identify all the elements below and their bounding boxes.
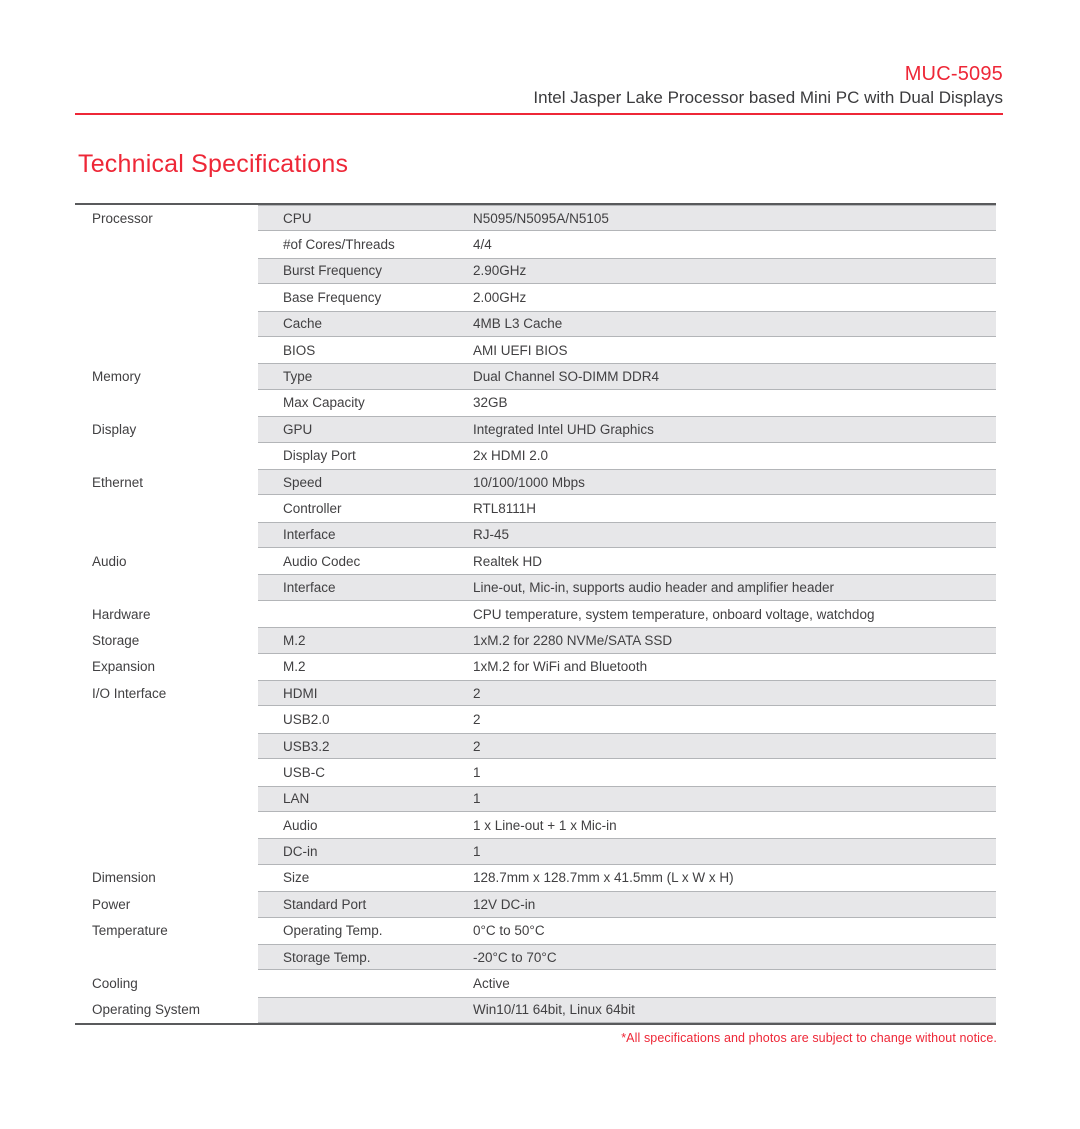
spec-attribute: Burst Frequency (283, 263, 383, 279)
spec-row-band (258, 812, 996, 838)
spec-row-band (258, 944, 996, 970)
spec-value: N5095/N5095A/N5105 (473, 210, 609, 226)
spec-row-band (258, 838, 996, 864)
table-row (75, 680, 996, 706)
spec-category (75, 706, 258, 732)
table-row (75, 759, 996, 785)
spec-value: 1 (473, 791, 481, 807)
table-row (75, 706, 996, 732)
spec-value: Line-out, Mic-in, supports audio header and amplifier header (473, 580, 834, 596)
spec-value: 4MB L3 Cache (473, 316, 563, 332)
spec-value: Dual Channel SO-DIMM DDR4 (473, 369, 660, 385)
spec-value: 2x HDMI 2.0 (473, 448, 549, 464)
spec-category: Storage (75, 627, 258, 653)
spec-row-band (258, 601, 996, 627)
spec-row-band (258, 918, 996, 944)
spec-row-band (258, 627, 996, 653)
spec-row-band (258, 416, 996, 442)
spec-attribute: GPU (283, 421, 313, 437)
spec-value: RJ-45 (473, 527, 510, 543)
spec-value: 2.90GHz (473, 263, 527, 279)
header-divider-rule (75, 113, 1003, 115)
spec-attribute: #of Cores/Threads (283, 237, 395, 253)
spec-category (75, 522, 258, 548)
table-row (75, 786, 996, 812)
spec-attribute: CPU (283, 210, 312, 226)
spec-value: AMI UEFI BIOS (473, 342, 568, 358)
spec-attribute: Audio (283, 817, 318, 833)
spec-value: Realtek HD (473, 553, 543, 569)
table-row (75, 548, 996, 574)
table-row (75, 363, 996, 389)
table-row (75, 284, 996, 310)
table-row (75, 812, 996, 838)
spec-category (75, 838, 258, 864)
table-row (75, 733, 996, 759)
spec-value: Active (473, 976, 510, 992)
table-row (75, 258, 996, 284)
spec-row-band (258, 548, 996, 574)
spec-category: Processor (75, 205, 258, 231)
spec-value: RTL8111H (473, 500, 537, 516)
document-header (75, 62, 1003, 109)
spec-category (75, 759, 258, 785)
table-row (75, 601, 996, 627)
table-row (75, 311, 996, 337)
spec-attribute: Type (283, 369, 313, 385)
spec-value: 1xM.2 for 2280 NVMe/SATA SSD (473, 632, 673, 648)
table-row (75, 416, 996, 442)
spec-value: 0°C to 50°C (473, 923, 545, 939)
spec-category (75, 786, 258, 812)
spec-category (75, 733, 258, 759)
spec-value: CPU temperature, system temperature, onboard voltage, watchdog (473, 606, 875, 622)
table-row (75, 891, 996, 917)
spec-attribute: DC-in (283, 844, 318, 860)
spec-value: 2 (473, 712, 481, 728)
spec-attribute: LAN (283, 791, 310, 807)
table-row (75, 838, 996, 864)
spec-row-band (258, 654, 996, 680)
spec-value: 2 (473, 738, 481, 754)
spec-value: 4/4 (473, 237, 492, 253)
table-row (75, 574, 996, 600)
spec-row-band (258, 970, 996, 996)
spec-value: 1 (473, 844, 481, 860)
spec-category: Ethernet (75, 469, 258, 495)
spec-category: Cooling (75, 970, 258, 996)
table-row (75, 390, 996, 416)
spec-value: 32GB (473, 395, 508, 411)
spec-value: 10/100/1000 Mbps (473, 474, 585, 490)
spec-value: -20°C to 70°C (473, 949, 557, 965)
spec-row-band (258, 205, 996, 231)
spec-row-band (258, 443, 996, 469)
spec-row-band (258, 574, 996, 600)
spec-value: 128.7mm x 128.7mm x 41.5mm (L x W x H) (473, 870, 734, 886)
spec-category (75, 311, 258, 337)
spec-category (75, 390, 258, 416)
spec-attribute: Interface (283, 527, 336, 543)
spec-row-band (258, 311, 996, 337)
spec-row-band (258, 706, 996, 732)
spec-row-band (258, 469, 996, 495)
page-title: Technical Specifications (78, 150, 349, 178)
product-code: MUC-5095 (904, 63, 1003, 85)
spec-attribute: USB-C (283, 764, 326, 780)
table-row (75, 231, 996, 257)
spec-attribute: M.2 (283, 632, 306, 648)
table-row (75, 865, 996, 891)
table-row (75, 495, 996, 521)
spec-category (75, 231, 258, 257)
spec-value: 1 (473, 764, 481, 780)
spec-attribute: USB2.0 (283, 712, 330, 728)
table-row (75, 522, 996, 548)
spec-table (75, 203, 996, 1025)
spec-row-band (258, 680, 996, 706)
spec-category: Memory (75, 363, 258, 389)
spec-attribute: Size (283, 870, 310, 886)
spec-row-band (258, 786, 996, 812)
spec-value: 12V DC-in (473, 896, 536, 912)
spec-attribute: BIOS (283, 342, 316, 358)
spec-row-band (258, 284, 996, 310)
spec-attribute (258, 998, 473, 1022)
spec-row-band (258, 759, 996, 785)
spec-attribute (258, 970, 473, 996)
spec-category: Display (75, 416, 258, 442)
spec-attribute: Controller (283, 500, 342, 516)
table-row (75, 944, 996, 970)
spec-category: I/O Interface (75, 680, 258, 706)
spec-category (75, 284, 258, 310)
spec-attribute: HDMI (283, 685, 318, 701)
spec-attribute: Standard Port (283, 896, 367, 912)
spec-row-band (258, 891, 996, 917)
spec-row-band (258, 258, 996, 284)
spec-attribute: Cache (283, 316, 323, 332)
spec-value: 2.00GHz (473, 289, 527, 305)
spec-attribute: Interface (283, 580, 336, 596)
spec-attribute: Storage Temp. (283, 949, 371, 965)
spec-attribute (258, 601, 473, 627)
spec-row-band (258, 997, 996, 1023)
spec-value: 1xM.2 for WiFi and Bluetooth (473, 659, 648, 675)
spec-category: Hardware (75, 601, 258, 627)
spec-row-band (258, 337, 996, 363)
spec-attribute: Max Capacity (283, 395, 365, 411)
spec-category: Dimension (75, 865, 258, 891)
table-row (75, 970, 996, 996)
spec-value: 2 (473, 685, 481, 701)
table-row (75, 627, 996, 653)
spec-attribute: Base Frequency (283, 289, 382, 305)
table-row (75, 997, 996, 1023)
table-row (75, 443, 996, 469)
spec-attribute: Operating Temp. (283, 923, 383, 939)
spec-category: Temperature (75, 918, 258, 944)
spec-value: Win10/11 64bit, Linux 64bit (473, 1002, 635, 1018)
spec-category (75, 574, 258, 600)
product-subtitle: Intel Jasper Lake Processor based Mini PC with Dual Displays (533, 88, 1003, 107)
table-row (75, 654, 996, 680)
spec-category: Power (75, 891, 258, 917)
table-row (75, 918, 996, 944)
spec-attribute: Speed (283, 474, 323, 490)
spec-attribute: Audio Codec (283, 553, 361, 569)
spec-category: Audio (75, 548, 258, 574)
spec-category (75, 944, 258, 970)
spec-attribute: M.2 (283, 659, 306, 675)
spec-category: Expansion (75, 654, 258, 680)
table-row (75, 469, 996, 495)
spec-row-band (258, 495, 996, 521)
footnote: *All specifications and photos are subject to change without notice. (621, 1031, 997, 1045)
spec-category (75, 443, 258, 469)
spec-category (75, 258, 258, 284)
spec-row-band (258, 865, 996, 891)
spec-row-band (258, 522, 996, 548)
spec-row-band (258, 363, 996, 389)
spec-category: Operating System (75, 997, 258, 1023)
table-row (75, 205, 996, 231)
spec-value: Integrated Intel UHD Graphics (473, 421, 654, 437)
spec-attribute: USB3.2 (283, 738, 330, 754)
spec-category (75, 812, 258, 838)
spec-row-band (258, 231, 996, 257)
spec-row-band (258, 733, 996, 759)
spec-row-band (258, 390, 996, 416)
spec-attribute: Display Port (283, 448, 356, 464)
table-row (75, 337, 996, 363)
spec-category (75, 337, 258, 363)
spec-value: 1 x Line-out + 1 x Mic-in (473, 817, 617, 833)
spec-category (75, 495, 258, 521)
